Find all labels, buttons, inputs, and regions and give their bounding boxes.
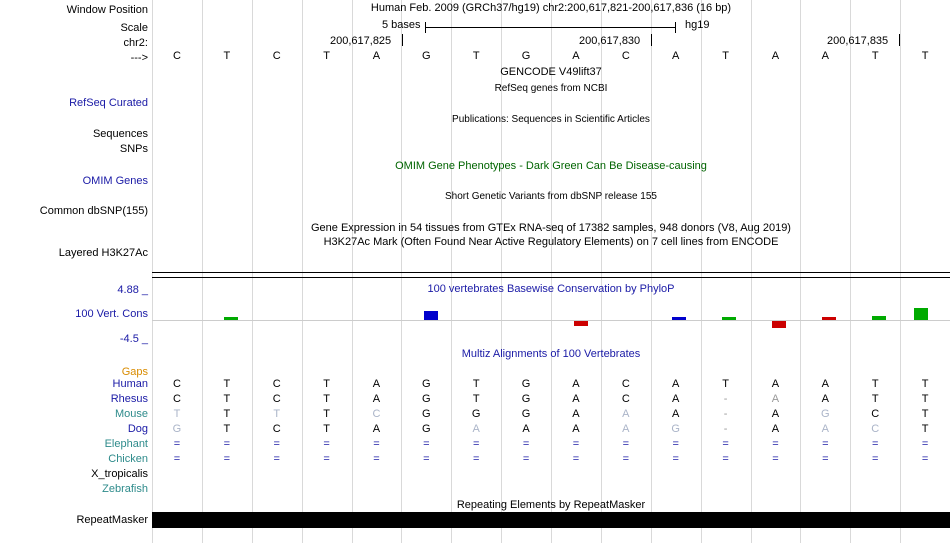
alignment-base: =	[522, 453, 530, 465]
alignment-base: C	[621, 393, 630, 405]
alignment-base: G	[422, 423, 431, 435]
alignment-base: A	[572, 423, 580, 435]
alignment-base: =	[622, 453, 630, 465]
alignment-base: =	[722, 453, 729, 465]
alignment-base: T	[921, 423, 929, 435]
alignment-base: =	[323, 453, 330, 465]
sequence-base: G	[521, 50, 531, 62]
alignment-base: C	[372, 408, 381, 420]
alignment-base: =	[772, 438, 779, 450]
alignment-base: =	[373, 438, 380, 450]
track-label-mouse[interactable]: Mouse	[114, 408, 148, 420]
alignment-base: A	[821, 423, 829, 435]
alignment-base: G	[422, 408, 431, 420]
phylop-title: 100 vertebrates Basewise Conservation by PhyloP	[427, 283, 675, 295]
alignment-base: C	[172, 378, 181, 390]
alignment-base: =	[672, 453, 679, 465]
alignment-base: A	[622, 408, 630, 420]
alignment-base: =	[273, 438, 280, 450]
alignment-base: G	[671, 423, 680, 435]
alignment-base: A	[372, 378, 381, 390]
alignment-base: G	[172, 423, 182, 435]
alignment-base: T	[921, 393, 929, 405]
track-label-chicken[interactable]: Chicken	[108, 453, 148, 465]
alignment-base: =	[572, 438, 580, 450]
track-label-repeatmasker[interactable]: RepeatMasker	[76, 514, 148, 526]
track-label-elephant[interactable]: Elephant	[104, 438, 148, 450]
alignment-base: T	[223, 393, 231, 405]
track-label-human[interactable]: Human	[112, 378, 148, 390]
track-label-4-5[interactable]: -4.5 _	[119, 333, 148, 345]
alignment-base: =	[323, 438, 330, 450]
alignment-base: T	[871, 393, 879, 405]
sequence-base: T	[223, 50, 231, 62]
track-label-100-vert-cons[interactable]: 100 Vert. Cons	[75, 308, 148, 320]
alignment-base: -	[723, 393, 728, 405]
alignment-base: =	[672, 438, 679, 450]
track-label-sequences[interactable]: Sequences	[92, 128, 148, 140]
alignment-base: =	[772, 453, 779, 465]
track-label-chr2[interactable]: chr2:	[123, 37, 148, 49]
alignment-base: G	[521, 393, 531, 405]
h3k27ac-title: H3K27Ac Mark (Often Found Near Active Regulatory Elements) on 7 cell lines from ENCODE	[323, 236, 779, 248]
alignment-base: T	[323, 423, 330, 435]
sequence-base: G	[422, 50, 431, 62]
sequence-base: T	[921, 50, 929, 62]
sequence-base: A	[372, 50, 381, 62]
alignment-base: =	[822, 438, 829, 450]
alignment-base: =	[423, 453, 430, 465]
track-label-snps[interactable]: SNPs	[119, 143, 148, 155]
track-label-common-dbsnp-155[interactable]: Common dbSNP(155)	[39, 205, 148, 217]
alignment-base: A	[572, 393, 580, 405]
alignment-base: T	[223, 408, 231, 420]
alignment-base: A	[472, 423, 480, 435]
track-label-[interactable]: --->	[130, 52, 148, 64]
alignment-base: =	[223, 438, 231, 450]
alignment-base: =	[472, 453, 480, 465]
alignment-base: T	[323, 393, 330, 405]
track-label-dog[interactable]: Dog	[127, 423, 148, 435]
sequence-base: A	[672, 50, 680, 62]
alignment-base: T	[223, 378, 231, 390]
alignment-base: =	[522, 438, 530, 450]
alignment-base: A	[771, 393, 780, 405]
alignment-base: A	[771, 378, 780, 390]
alignment-base: C	[871, 408, 880, 420]
scale-label: 5 bases	[382, 19, 421, 31]
repeats-title: Repeating Elements by RepeatMasker	[456, 499, 646, 511]
alignment-base: A	[372, 423, 381, 435]
alignment-base: C	[172, 393, 181, 405]
alignment-base: =	[472, 438, 480, 450]
alignment-base: T	[273, 408, 281, 420]
alignment-base: A	[821, 393, 829, 405]
alignment-base: =	[373, 453, 380, 465]
alignment-base: A	[821, 378, 829, 390]
track-label-scale[interactable]: Scale	[120, 22, 148, 34]
alignment-base: A	[372, 393, 381, 405]
alignment-base: G	[422, 378, 431, 390]
track-label-refseq-curated[interactable]: RefSeq Curated	[69, 97, 148, 109]
publications-title: Publications: Sequences in Scientific Articles	[452, 114, 650, 125]
alignment-base: T	[921, 378, 929, 390]
alignment-base: A	[572, 378, 580, 390]
alignment-base: C	[621, 378, 630, 390]
track-label-rhesus[interactable]: Rhesus	[110, 393, 148, 405]
gtex-title: Gene Expression in 54 tissues from GTEx RNA-seq of 17382 samples, 948 donors (V8, Aug 2019)	[311, 222, 791, 234]
alignment-base: G	[471, 408, 481, 420]
alignment-base: G	[422, 393, 431, 405]
alignment-base: T	[921, 408, 929, 420]
gencode-subtitle: RefSeq genes from NCBI	[494, 83, 608, 94]
sequence-base: T	[871, 50, 879, 62]
track-label-layered-h3k27ac[interactable]: Layered H3K27Ac	[58, 247, 148, 259]
alignment-base: T	[173, 408, 181, 420]
alignment-base: A	[572, 408, 580, 420]
alignment-base: G	[821, 408, 830, 420]
alignment-base: -	[723, 408, 728, 420]
track-label-gaps[interactable]: Gaps	[121, 366, 148, 378]
alignment-base: =	[921, 453, 929, 465]
repeatmasker-bar	[152, 512, 950, 528]
alignment-base: C	[272, 378, 281, 390]
alignment-base: T	[472, 393, 480, 405]
track-label-4-88[interactable]: 4.88 _	[117, 284, 148, 296]
track-label-omim-genes[interactable]: OMIM Genes	[82, 175, 148, 187]
sequence-base: C	[272, 50, 281, 62]
alignment-base: C	[871, 423, 880, 435]
sequence-base: A	[572, 50, 580, 62]
track-label-column	[0, 0, 152, 543]
alignment-base: =	[423, 438, 430, 450]
window-position-text: Human Feb. 2009 (GRCh37/hg19) chr2:200,617,821-200,617,836 (16 bp)	[370, 2, 732, 14]
alignment-base: A	[672, 393, 680, 405]
alignment-base: A	[672, 378, 680, 390]
sequence-base: C	[172, 50, 181, 62]
coordinate-label: 200,617,830	[579, 35, 641, 47]
alignment-base: A	[771, 423, 780, 435]
track-label-x-tropicalis[interactable]: X_tropicalis	[91, 468, 148, 480]
alignment-base: =	[173, 453, 181, 465]
omim-title: OMIM Gene Phenotypes - Dark Green Can Be Disease-causing	[395, 160, 707, 172]
alignment-base: T	[323, 408, 330, 420]
alignment-base: T	[223, 423, 231, 435]
alignment-base: T	[472, 378, 480, 390]
alignment-base: G	[521, 408, 531, 420]
gencode-title: GENCODE V49lift37	[500, 66, 602, 78]
alignment-base: =	[871, 438, 879, 450]
alignment-base: A	[622, 423, 630, 435]
alignment-base: =	[223, 453, 231, 465]
alignment-base: =	[173, 438, 181, 450]
alignment-base: A	[771, 408, 780, 420]
track-label-window-position[interactable]: Window Position	[66, 4, 148, 16]
alignment-base: T	[323, 378, 330, 390]
alignment-base: C	[272, 393, 281, 405]
alignment-base: C	[272, 423, 281, 435]
sequence-base: T	[472, 50, 480, 62]
alignment-base: =	[822, 453, 829, 465]
alignment-base: A	[672, 408, 680, 420]
sequence-base: C	[621, 50, 630, 62]
alignment-base: =	[273, 453, 280, 465]
alignment-base: -	[723, 423, 728, 435]
alignment-base: G	[521, 378, 531, 390]
repeatmasker-track	[152, 0, 950, 543]
alignment-base: =	[622, 438, 630, 450]
sequence-base: A	[821, 50, 829, 62]
track-label-zebrafish[interactable]: Zebrafish	[102, 483, 148, 495]
alignment-base: A	[522, 423, 530, 435]
multiz-title: Multiz Alignments of 100 Vertebrates	[461, 348, 641, 360]
sequence-base: T	[722, 50, 729, 62]
alignment-base: =	[921, 438, 929, 450]
sequence-base: T	[323, 50, 330, 62]
alignment-base: T	[722, 378, 729, 390]
alignment-base: =	[572, 453, 580, 465]
assembly-label: hg19	[685, 19, 710, 31]
alignment-base: =	[871, 453, 879, 465]
alignment-base: T	[871, 378, 879, 390]
coordinate-label: 200,617,835	[827, 35, 889, 47]
alignment-base: =	[722, 438, 729, 450]
dbsnp-title: Short Genetic Variants from dbSNP release 155	[445, 191, 657, 202]
coordinate-label: 200,617,825	[330, 35, 392, 47]
sequence-base: A	[771, 50, 780, 62]
